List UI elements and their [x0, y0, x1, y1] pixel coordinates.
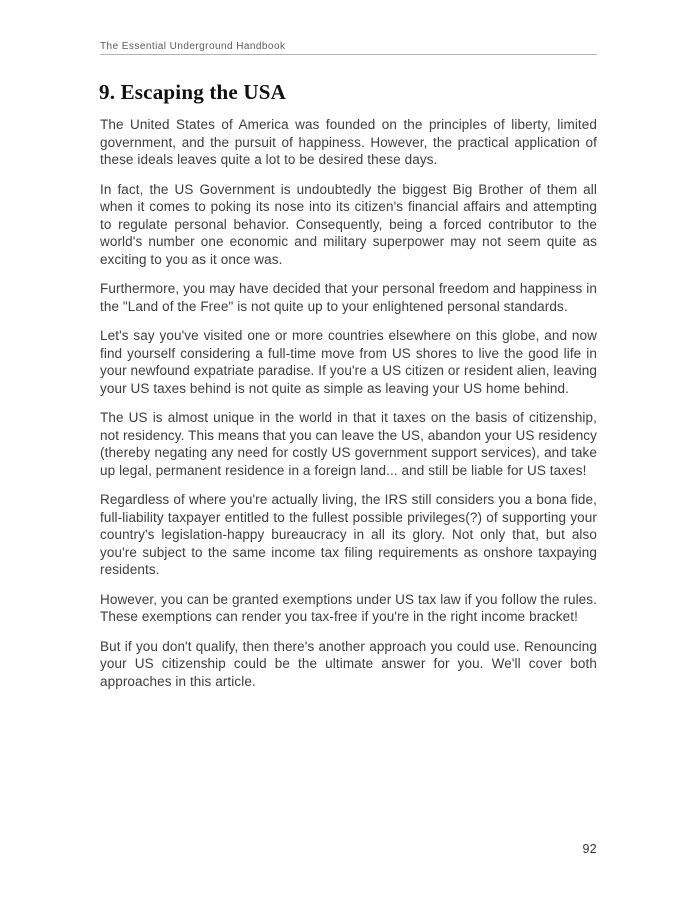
paragraph-3: Furthermore, you may have decided that your personal freedom and happiness in the "Land of the Free" is not quite up to your enlightened personal standards. — [100, 281, 597, 314]
header-rule — [100, 54, 597, 55]
paragraph-4: Let's say you've visited one or more countries elsewhere on this globe, and now find yourself considering a full-time move from US shores to live the good life in your newfound expatriate paradise. If you're a US citizen or resident alien, leaving your US taxes behind is not quite as simple as leaving your US home behind. — [100, 328, 597, 396]
article-body — [100, 116, 597, 690]
chapter-title: 9. Escaping the USA — [99, 80, 286, 104]
paragraph-5: The US is almost unique in the world in that it taxes on the basis of citizenship, not residency. This means that you can leave the US, abandon your US residency (thereby negating any need for costly US government support services), and take up legal, permanent residence in a foreign land... and still be liable for US taxes! — [100, 410, 597, 478]
paragraph-2: In fact, the US Government is undoubtedly the biggest Big Brother of them all when it comes to poking its nose into its citizen's financial affairs and attempting to regulate personal behavior. Consequently, being a forced contributor to the world's number one economic and military superpower may not seem quite as exciting to you as it once was. — [100, 181, 597, 267]
book-title: The Essential Underground Handbook — [100, 41, 286, 52]
running-header — [100, 41, 597, 52]
page-number: 92 — [582, 842, 597, 856]
paragraph-6: Regardless of where you're actually living, the IRS still considers you a bona fide, full-liability taxpayer entitled to the fullest possible privileges(?) of supporting your country's legislation-happy bureaucracy in all its glory. Not only that, but also you're subject to the same income tax filing requirements as onshore taxpaying residents. — [100, 492, 597, 577]
page-footer — [100, 842, 597, 856]
paragraph-7: However, you can be granted exemptions under US tax law if you follow the rules. These exemptions can render you tax-free if you're in the right income bracket! — [100, 591, 597, 624]
paragraph-1: The United States of America was founded on the principles of liberty, limited government, and the pursuit of happiness. However, the practical application of these ideals leaves quite a lot to be desired these days. — [100, 117, 597, 167]
paragraph-8: But if you don't qualify, then there's another approach you could use. Renouncing your US citizenship could be the ultimate answer for you. We'll cover both approaches in this article. — [100, 638, 597, 689]
